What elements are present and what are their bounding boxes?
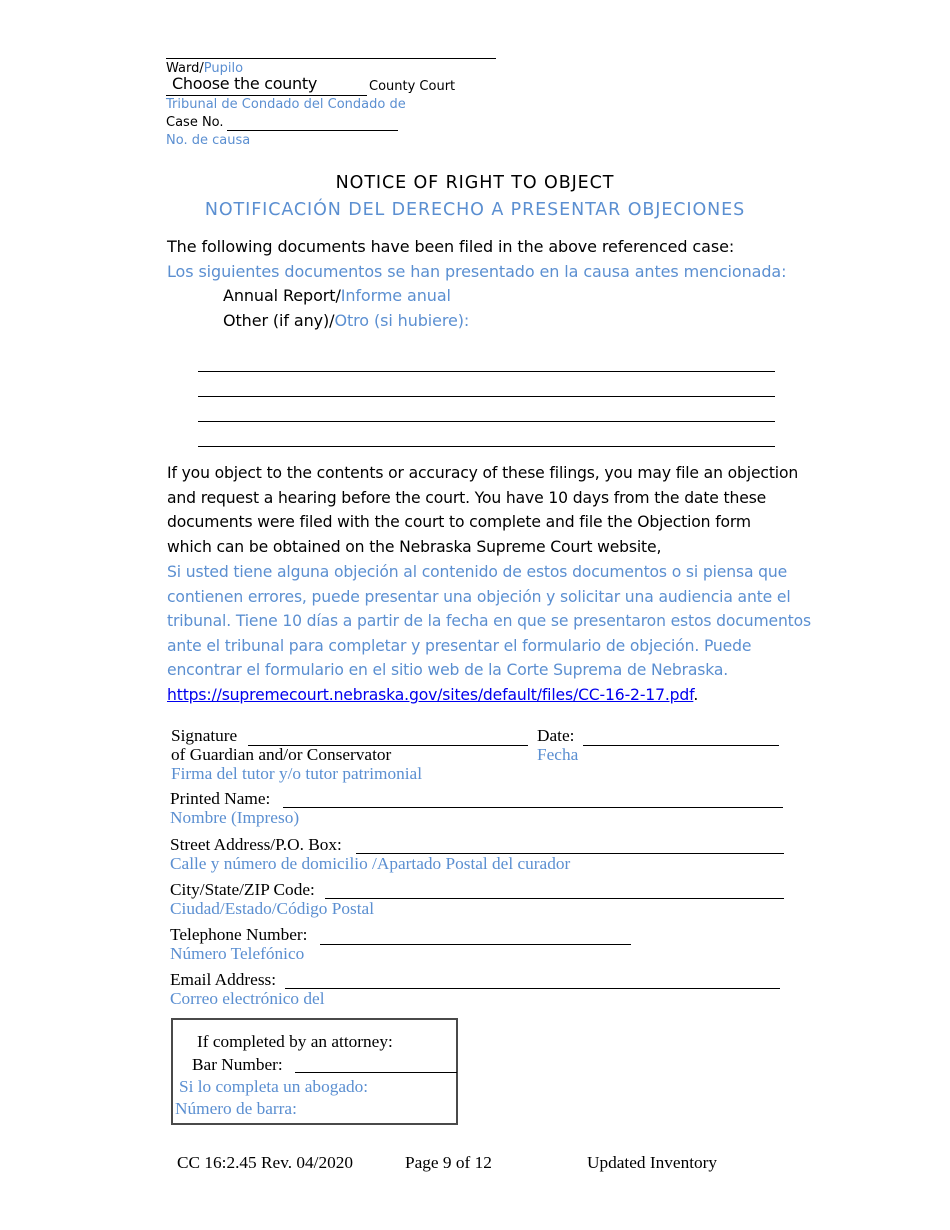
case-no-input-line[interactable]	[227, 130, 398, 131]
instructions-en	[167, 461, 799, 559]
other-label: Other (if any)/	[223, 311, 335, 330]
city-label: City/State/ZIP Code:	[170, 880, 315, 899]
other-option[interactable]	[223, 311, 469, 330]
printed-name-input-line[interactable]	[283, 807, 783, 808]
county-select-underline	[166, 95, 367, 96]
telephone-input-line[interactable]	[320, 944, 631, 945]
documents-intro: The following documents have been filed in the above referenced case:	[167, 237, 735, 256]
attorney-box-title-es: Si lo completa un abogado:	[179, 1077, 369, 1096]
instructions-en-line: If you object to the contents or accuracy of these filings, you may file an objection	[167, 464, 799, 482]
ward-label-es: Pupilo	[203, 61, 244, 76]
instructions-es-line: encontrar el formulario en el sitio web de la Corte Suprema de Nebraska.	[167, 661, 729, 680]
email-input-line[interactable]	[285, 988, 780, 989]
page-title: NOTICE OF RIGHT TO OBJECT	[335, 173, 615, 193]
instructions-es	[167, 560, 812, 683]
date-input-line[interactable]	[583, 745, 779, 746]
attorney-box	[171, 1018, 458, 1125]
instructions-es-line: ante el tribunal para completar y presentar el formulario de objeción. Puede	[167, 636, 752, 655]
telephone-es: Número Telefónico	[170, 944, 305, 963]
date-label-es: Fecha	[537, 745, 579, 764]
telephone-label: Telephone Number:	[170, 925, 308, 944]
objection-form-link-row	[167, 683, 792, 708]
other-input-line-4[interactable]	[198, 446, 775, 447]
footer-form-number: CC 16:2.45 Rev. 04/2020	[177, 1153, 354, 1172]
instructions-en-line: documents were filed with the court to complete and file the Objection form	[167, 513, 751, 532]
documents-intro-es: Los siguientes documentos se han presentado en la causa antes mencionada:	[167, 262, 787, 281]
street-address-label: Street Address/P.O. Box:	[170, 835, 342, 854]
date-label: Date:	[537, 726, 575, 745]
guardian-label-es: Firma del tutor y/o tutor patrimonial	[171, 764, 423, 783]
other-input-line-2[interactable]	[198, 396, 775, 397]
page-title-es: NOTIFICACIÓN DEL DERECHO A PRESENTAR OBJECIONES	[204, 200, 746, 220]
street-address-es: Calle y número de domicilio /Apartado Postal del curador	[170, 854, 571, 873]
county-court-label: County Court	[369, 79, 456, 94]
footer-doc-title: Updated Inventory	[587, 1153, 718, 1172]
city-input-line[interactable]	[325, 898, 784, 899]
other-input-line-1[interactable]	[198, 371, 775, 372]
instructions-es-line: Si usted tiene alguna objeción al contenido de estos documentos o si piensa que	[167, 563, 788, 581]
signature-label: Signature	[171, 726, 238, 745]
instructions-en-line: which can be obtained on the Nebraska Supreme Court website,	[167, 537, 662, 556]
annual-report-label: Annual Report/	[223, 286, 341, 305]
case-no-es: No. de causa	[166, 133, 251, 148]
instructions-es-line: tribunal. Tiene 10 días a partir de la fecha en que se presentaron estos documentos	[167, 612, 812, 631]
ward-input-line[interactable]	[166, 58, 496, 59]
city-es: Ciudad/Estado/Código Postal	[170, 899, 375, 918]
bar-number-es: Número de barra:	[175, 1099, 297, 1118]
case-no-label: Case No.	[166, 115, 224, 130]
annual-report-option[interactable]	[223, 286, 451, 305]
instructions-es-line: contienen errores, puede presentar una objeción y solicitar una audiencia ante el	[167, 587, 791, 606]
ward-label: Ward/	[166, 61, 204, 76]
attorney-box-title: If completed by an attorney:	[197, 1032, 393, 1051]
annual-report-es: Informe anual	[340, 286, 451, 305]
instructions-en-line: and request a hearing before the court. You have 10 days from the date these	[167, 488, 767, 507]
email-es: Correo electrónico del	[170, 989, 325, 1008]
guardian-label: of Guardian and/or Conservator	[171, 745, 392, 764]
bar-number-input-line[interactable]	[295, 1072, 457, 1073]
link-suffix: .	[693, 686, 699, 704]
printed-name-label: Printed Name:	[170, 789, 271, 808]
county-court-es: Tribunal de Condado del Condado de	[166, 97, 406, 112]
other-input-line-3[interactable]	[198, 421, 775, 422]
email-label: Email Address:	[170, 970, 277, 989]
footer-page-number: Page 9 of 12	[405, 1153, 492, 1172]
objection-form-link[interactable]: https://supremecourt.nebraska.gov/sites/default/files/CC-16-2-17.pdf	[167, 686, 694, 704]
other-es: Otro (si hubiere):	[334, 311, 470, 330]
bar-number-label: Bar Number:	[192, 1055, 283, 1074]
county-select[interactable]: Choose the county	[172, 74, 318, 93]
printed-name-es: Nombre (Impreso)	[170, 808, 300, 827]
